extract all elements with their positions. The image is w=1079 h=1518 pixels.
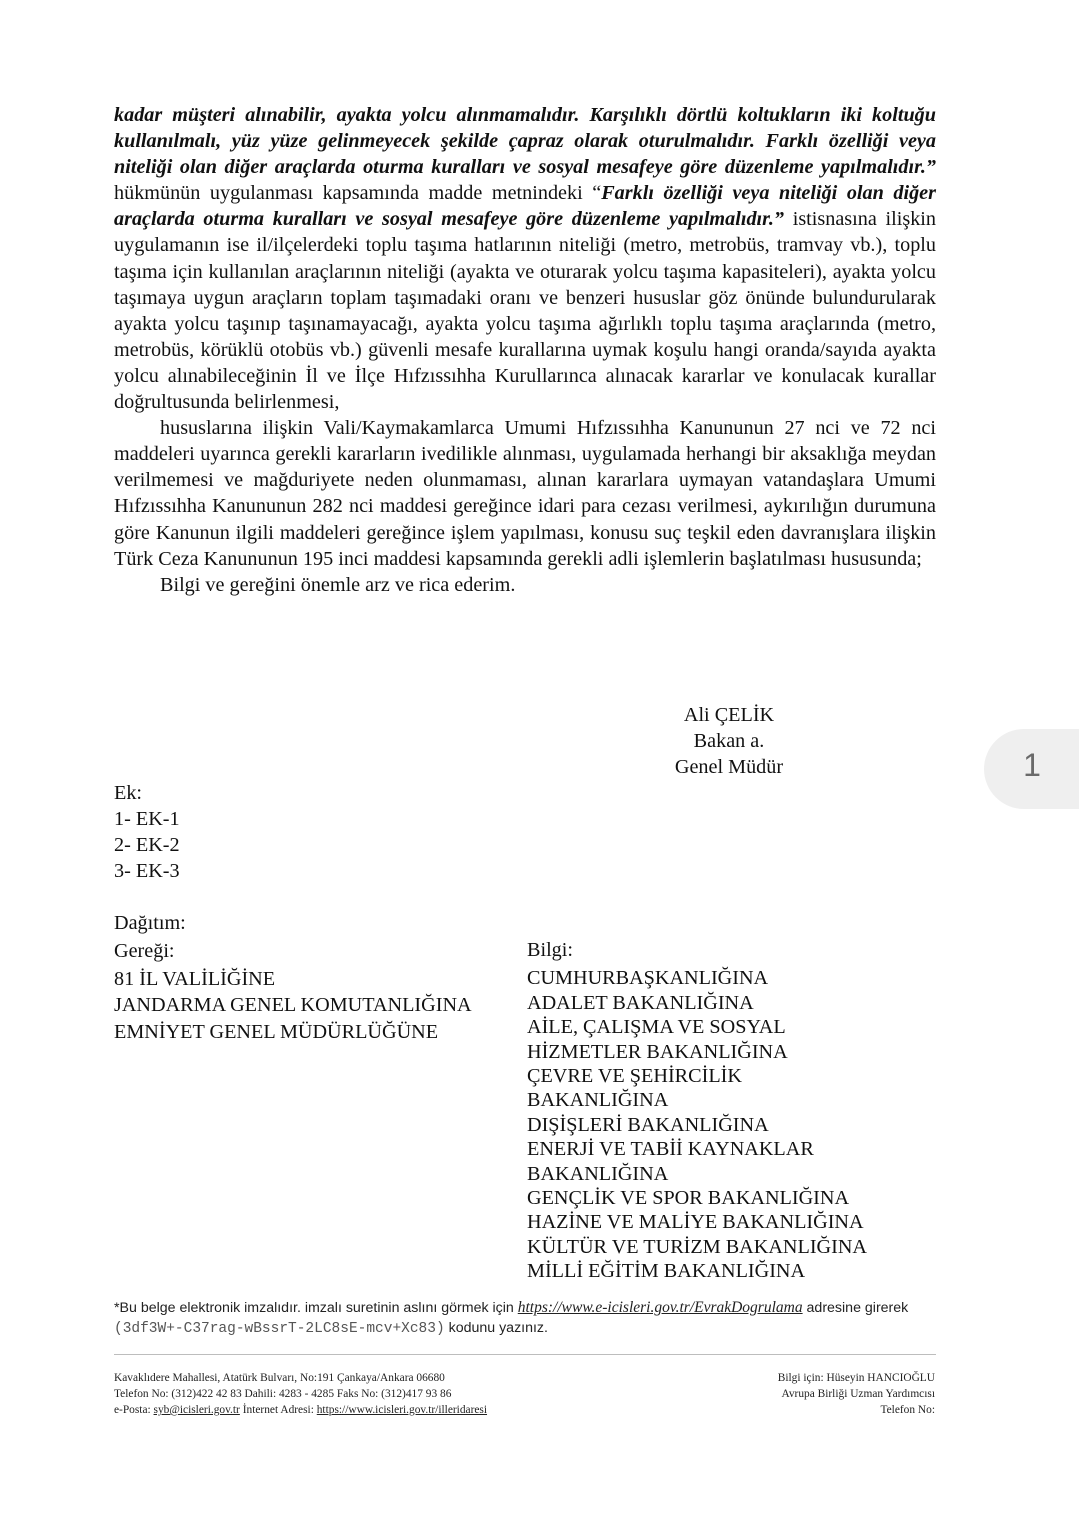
web-label: İnternet Adresi: bbox=[239, 1404, 317, 1416]
recipient-item: DIŞİŞLERİ BAKANLIĞINA bbox=[527, 1113, 769, 1136]
signature-block bbox=[612, 702, 846, 780]
contact-person: Bilgi için: Hüseyin HANCIOĞLU bbox=[777, 1372, 935, 1384]
quoted-rule-text: kadar müşteri alınabilir, ayakta yolcu alınmamalıdır. Karşılıklı dörtlü koltukların iki koltuğu kullanılmalı, yüz yüze gelinmeyecek şekilde çapraz olarak oturulmalıdır. Farklı özelliği veya niteliği olan diğer araçlarda oturma kuralları ve sosyal mesafeye göre düzenleme yapılmalıdır.” bbox=[114, 104, 936, 179]
action-heading: Gereği: bbox=[114, 940, 175, 962]
contact-role: Avrupa Birliği Uzman Yardımcısı bbox=[781, 1388, 935, 1400]
contact-phone: Telefon No: bbox=[880, 1404, 935, 1416]
footer-contact-info bbox=[114, 1370, 487, 1418]
e-signature-note bbox=[114, 1298, 944, 1339]
recipient-item: HAZİNE VE MALİYE BAKANLIĞINA bbox=[527, 1211, 864, 1234]
signatory-name: Ali ÇELİK bbox=[683, 704, 775, 726]
attachment-item: 3- EK-3 bbox=[114, 860, 180, 883]
note-text: *Bu belge elektronik imzalıdır. imzalı suretinin aslını görmek için bbox=[114, 1300, 518, 1316]
attachments-title: Ek: bbox=[114, 782, 143, 804]
recipient-item: CUMHURBAŞKANLIĞINA bbox=[527, 967, 769, 990]
footer-address: Kavaklıdere Mahallesi, Atatürk Bulvarı, No:191 Çankaya/Ankara 06680 bbox=[114, 1372, 445, 1384]
info-heading: Bilgi: bbox=[527, 939, 573, 961]
recipient-item: 81 İL VALİLİĞİNE bbox=[114, 968, 276, 991]
footer-contact-person bbox=[778, 1370, 935, 1418]
note-text: adresine girerek bbox=[802, 1300, 909, 1316]
signatory-title: Bakan a. bbox=[693, 730, 765, 753]
distribution-title: Dağıtım: bbox=[114, 912, 186, 934]
recipient-item: ÇEVRE VE ŞEHİRCİLİK bbox=[527, 1065, 742, 1088]
email-label: e-Posta: bbox=[114, 1404, 154, 1416]
paragraph-text: istisnasına ilişkin uygulamanın ise il/ilçelerdeki toplu taşıma hatlarının niteliği (metro, metrobüs, tramvay vb.), toplu taşıma için kullanılan araçlarının niteliği (ayakta ve oturarak yolcu taşıma kapasiteleri), ayakta yolcu taşımaya uygun araçların toplam taşımadaki oranı ve benzeri hususlar göz önünde bulundurularak ayakta yolcu taşınıp taşınamayacağı, ayakta yolcu taşıma ağırlıklı toplu taşıma araçlarında (metro, metrobüs, körüklü otobüs vb.) güvenli mesafe kurallarına uymak koşulu hangi oranda/sayıda ayakta yolcu alınabileceğinin İl ve İlçe Hıfzıssıhha Kurullarınca alınacak kararlar ve konulacak kurallar doğrultusunda belirlenmesi, bbox=[114, 208, 936, 414]
page-number: 1 bbox=[1023, 747, 1041, 783]
website-link[interactable]: https://www.icisleri.gov.tr/illeridaresi bbox=[316, 1404, 488, 1416]
attachments-list bbox=[114, 780, 180, 884]
recipient-item: HİZMETLER BAKANLIĞINA bbox=[527, 1040, 788, 1063]
footer-phone: Telefon No: (312)422 42 83 Dahili: 4283 - 4285 Faks No: (312)417 93 86 bbox=[114, 1388, 452, 1400]
recipient-item: EMNİYET GENEL MÜDÜRLÜĞÜNE bbox=[114, 1020, 439, 1043]
recipient-item: GENÇLİK VE SPOR BAKANLIĞINA bbox=[527, 1187, 850, 1210]
attachment-item: 2- EK-2 bbox=[114, 834, 180, 857]
distribution-action-list bbox=[114, 938, 472, 1045]
paragraph-text: hükmünün uygulanması kapsamında madde metnindeki “ bbox=[114, 182, 602, 205]
note-text: kodunu yazınız. bbox=[444, 1320, 548, 1336]
footer-web-line bbox=[114, 1402, 487, 1418]
verification-code: (3df3W+-C37rag-wBssrT-2LC8sE-mcv+Xc83) bbox=[114, 1321, 445, 1337]
email-link[interactable]: syb@icisleri.gov.tr bbox=[153, 1404, 240, 1416]
paragraph-closing: Bilgi ve gereğini önemle arz ve rica ederim. bbox=[160, 573, 516, 596]
verification-link[interactable]: https://www.e-icisleri.gov.tr/EvrakDogrulama bbox=[517, 1299, 803, 1316]
recipient-item: ADALET BAKANLIĞINA bbox=[527, 991, 754, 1014]
page-number-badge bbox=[984, 729, 1079, 809]
distribution-info-list bbox=[527, 938, 867, 1284]
recipient-item: KÜLTÜR VE TURİZM BAKANLIĞINA bbox=[527, 1235, 868, 1258]
recipient-item: JANDARMA GENEL KOMUTANLIĞINA bbox=[114, 994, 472, 1017]
signatory-position: Genel Müdür bbox=[674, 756, 784, 779]
recipient-item: ENERJİ VE TABİİ KAYNAKLAR bbox=[527, 1138, 814, 1161]
quoted-exception-text: Farklı özelliği veya niteliği olan diğer araçlarda oturma kuralları ve sosyal mesafeye göre düzenleme yapılmalıdır.” bbox=[114, 182, 936, 231]
paragraph-2: hususlarına ilişkin Vali/Kaymakamlarca Umumi Hıfzıssıhha Kanununun 27 nci ve 72 nci maddeleri uyarınca gerekli kararların ivedilikle alınması, uygulamada herhangi bir aksaklığa meydan verilmemesi ve mağduriyete neden olunmaması, alınan kararlara uymayan vatandaşlara Umumi Hıfzıssıhha Kanununun 282 nci maddesi gereğince idari para cezası verilmesi, aykırılığın durumuna göre Kanunun ilgili maddeleri gereğince işlem yapılması, konusu suç teşkil eden davranışlara ilişkin Türk Ceza Kanununun 195 inci maddesi kapsamında gerekli adli işlemlerin başlatılması hususunda; bbox=[114, 417, 936, 570]
footer-divider bbox=[114, 1354, 936, 1355]
recipient-item: MİLLİ EĞİTİM BAKANLIĞINA bbox=[527, 1260, 806, 1283]
paragraph-1 bbox=[114, 102, 936, 415]
recipient-item: BAKANLIĞINA bbox=[527, 1089, 669, 1112]
recipient-item: BAKANLIĞINA bbox=[527, 1162, 669, 1185]
letter-body bbox=[114, 102, 936, 598]
recipient-item: AİLE, ÇALIŞMA VE SOSYAL bbox=[527, 1016, 786, 1039]
attachment-item: 1- EK-1 bbox=[114, 808, 180, 831]
